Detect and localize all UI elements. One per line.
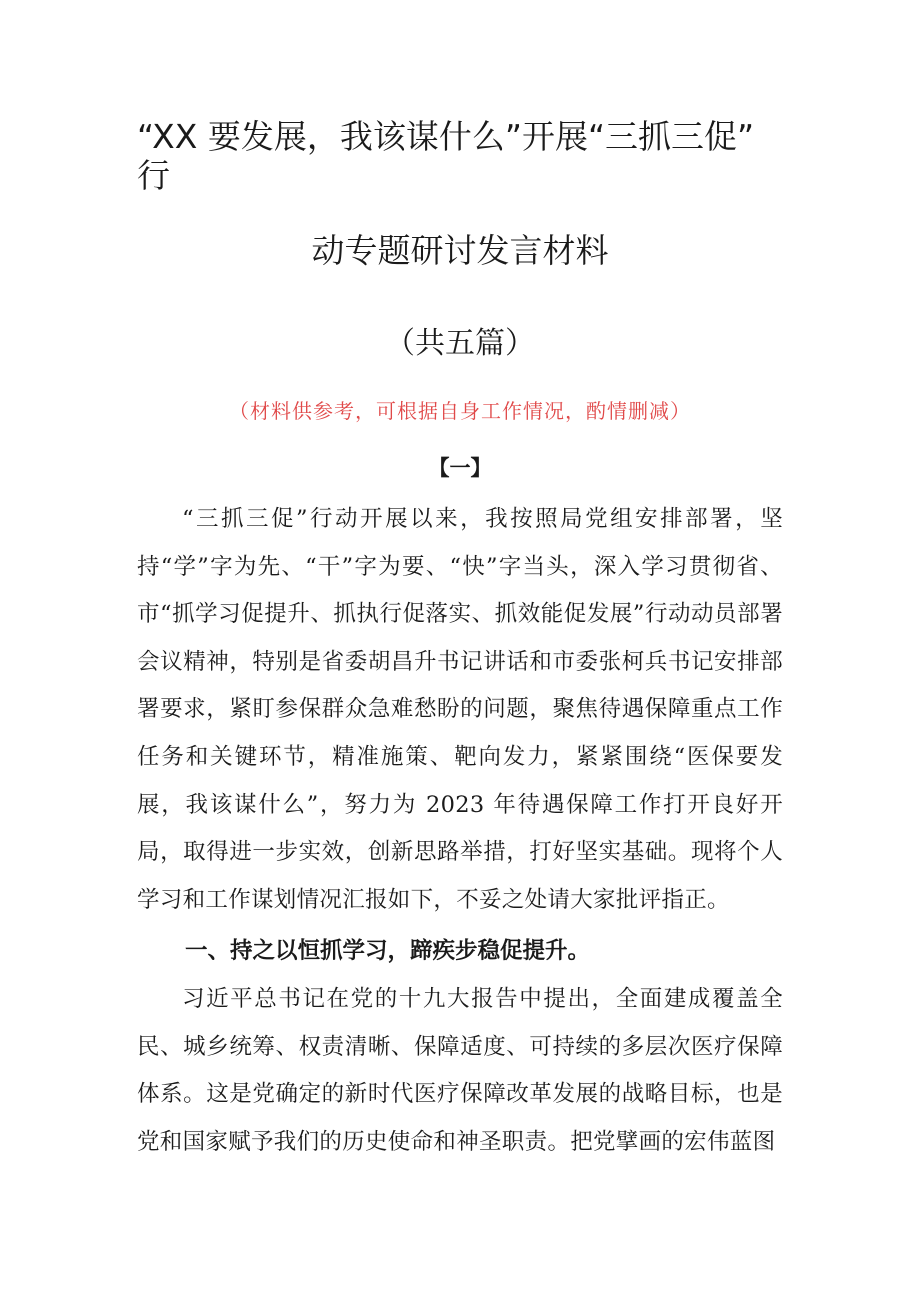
reference-note: （材料供参考，可根据自身工作情况，酌情删减） (229, 399, 691, 423)
paragraph-2: 习近平总书记在党的十九大报告中提出，全面建成覆盖全民、城乡统筹、权责清晰、保障适度、可持续的多层次医疗保障体系。这是党确定的新时代医疗保障改革发展的战略目标，也是党和国家赋予我们的历史使命和神圣职责。把党擘画的宏伟蓝图 (137, 986, 783, 1155)
title-line-1: “XX 要发展，我该谋什么”开展“三抓三促” (137, 117, 755, 156)
title-line-3: 动专题研讨发言材料 (311, 231, 609, 270)
title-line-2: 行 (137, 156, 170, 195)
paragraph-1: “三抓三促”行动开展以来，我按照局党组安排部署，坚持“学”字为先、“干”字为要、“快”字当头，深入学习贯彻省、市“抓学习促提升、抓执行促落实、抓效能促发展”行动动员部署会议精神，特别是省委胡昌升书记讲话和市委张柯兵书记安排部署要求，紧盯参保群众急难愁盼的问题，聚焦待遇保障重点工作任务和关键环节，精准施策、靶向发力，紧紧围绕“医保要发展，我该谋什么”，努力为 2023 年待遇保障工作打开良好开局，取得进一步实效，创新思路举措，打好坚实基础。现将个人学习和工作谋划情况汇报如下，不妥之处请大家批评指正。 (137, 506, 783, 913)
subtitle: （共五篇） (385, 326, 535, 361)
section-marker: 【一】 (428, 456, 492, 480)
section-heading-1: 一、持之以恒抓学习，蹄疾步稳促提升。 (185, 938, 591, 964)
